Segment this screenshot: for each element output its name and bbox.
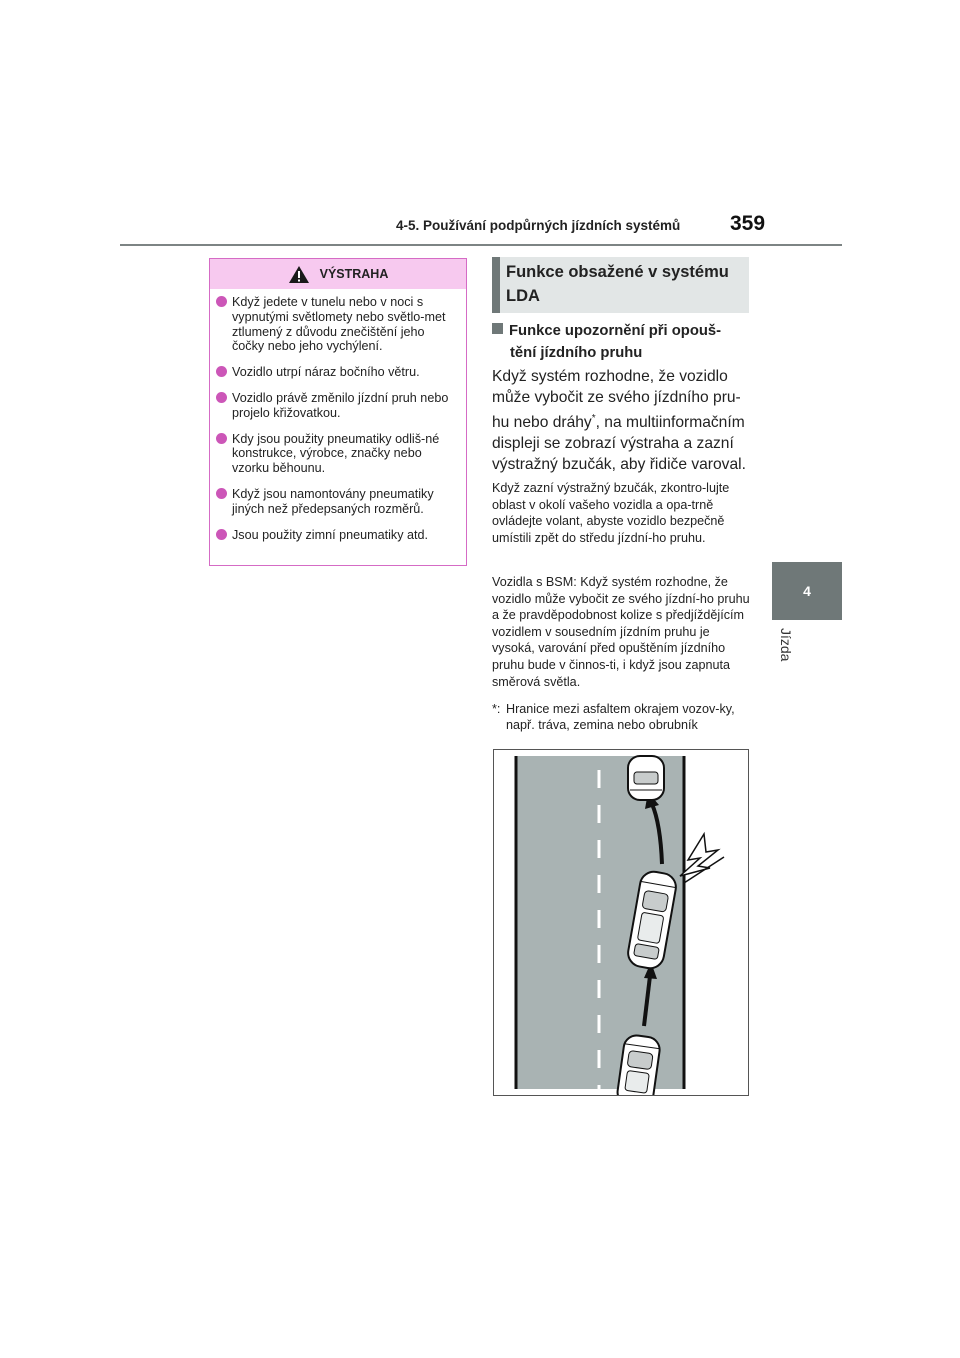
lane-departure-illustration xyxy=(493,749,749,1096)
footnote xyxy=(492,702,754,733)
bullet-icon xyxy=(216,433,227,444)
warning-item xyxy=(216,391,460,421)
warning-item-text: Když jsou namontovány pneumatiky jiných než předepsaných rozměrů. xyxy=(232,486,434,516)
warning-item xyxy=(216,432,460,476)
page-header-title: 4-5. Používání podpůrných jízdních systémů xyxy=(396,218,681,233)
bullet-icon xyxy=(216,529,227,540)
body-paragraph-2: Vozidla s BSM: Když systém rozhodne, že vozidlo může vybočit ze svého jízdní-ho pruhu a že pravděpodobnost kolize s předjíždějícím vozidlem v sousedním jízdním pruhu je vysoká, varování před opuštěním jízdního pruhu bude v činnos-ti, i když jsou zapnuta směrová světla. xyxy=(492,575,750,689)
warning-box xyxy=(209,258,467,566)
warning-item-text: Vozidlo právě změnilo jízdní pruh nebo projelo křižovatkou. xyxy=(232,390,449,420)
body-paragraph-1: Když zazní výstražný bzučák, zkontro-lujte oblast v okolí vašeho vozidla a opa-trně ovládejte volant, abyste vozidlo bezpečně umístili zpět do středu jízdní-ho pruhu. xyxy=(492,481,730,545)
lead-part1: Když systém rozhodne, že vozidlo může vybočit ze svého jízdního pru-hu nebo dráhy xyxy=(492,368,741,432)
warning-list xyxy=(210,289,466,542)
warning-item xyxy=(216,528,460,543)
chapter-label xyxy=(778,628,810,688)
footnote-mark: *: xyxy=(492,702,501,716)
alert-lightning-icon xyxy=(680,834,718,876)
warning-item-text: Jsou použity zimní pneumatiky atd. xyxy=(232,527,428,542)
header-rule xyxy=(120,244,842,246)
bullet-icon xyxy=(216,488,227,499)
footnote-text: Hranice mezi asfaltem okrajem vozov-ky, např. tráva, zemina nebo obrubník xyxy=(506,702,735,732)
page-number: 359 xyxy=(730,212,766,235)
footnote-ref[interactable]: * xyxy=(591,413,596,424)
warning-triangle-icon xyxy=(288,265,310,284)
warning-item-text: Kdy jsou použity pneumatiky odliš-né konstrukce, výrobce, značky nebo vzorku běhounu. xyxy=(232,431,440,476)
warning-item-text: Když jedete v tunelu nebo v noci s vypnutými světlomety nebo světlo-met ztlumený z důvodu znečištění jeho čočky nebo jeho vychýlení. xyxy=(232,295,446,354)
warning-item xyxy=(216,487,460,517)
warning-item-text: Vozidlo utrpí náraz bočního větru. xyxy=(232,365,420,380)
bullet-icon xyxy=(216,296,227,307)
section-heading: Funkce obsažené v systému LDA xyxy=(492,257,749,313)
warning-title: VÝSTRAHA xyxy=(319,267,389,281)
car-ahead-icon xyxy=(628,756,664,800)
lead-paragraph xyxy=(492,366,754,475)
bullet-icon xyxy=(216,392,227,403)
subheading xyxy=(492,320,754,364)
subheading-line2: tění jízdního pruhu xyxy=(510,345,643,361)
chapter-tab[interactable]: 4 xyxy=(772,562,842,620)
square-bullet-icon xyxy=(492,323,503,334)
warning-item xyxy=(216,295,460,354)
warning-item xyxy=(216,365,460,380)
lead-part2: , na multiinformačním displeji se zobrazí výstraha a zazní výstražný bzučák, aby řidiče varoval. xyxy=(492,414,746,474)
bullet-icon xyxy=(216,366,227,377)
warning-header xyxy=(210,259,466,289)
chapter-label-text: Jízda xyxy=(778,628,794,662)
subheading-line1: Funkce upozornění při opouš- xyxy=(509,323,722,339)
